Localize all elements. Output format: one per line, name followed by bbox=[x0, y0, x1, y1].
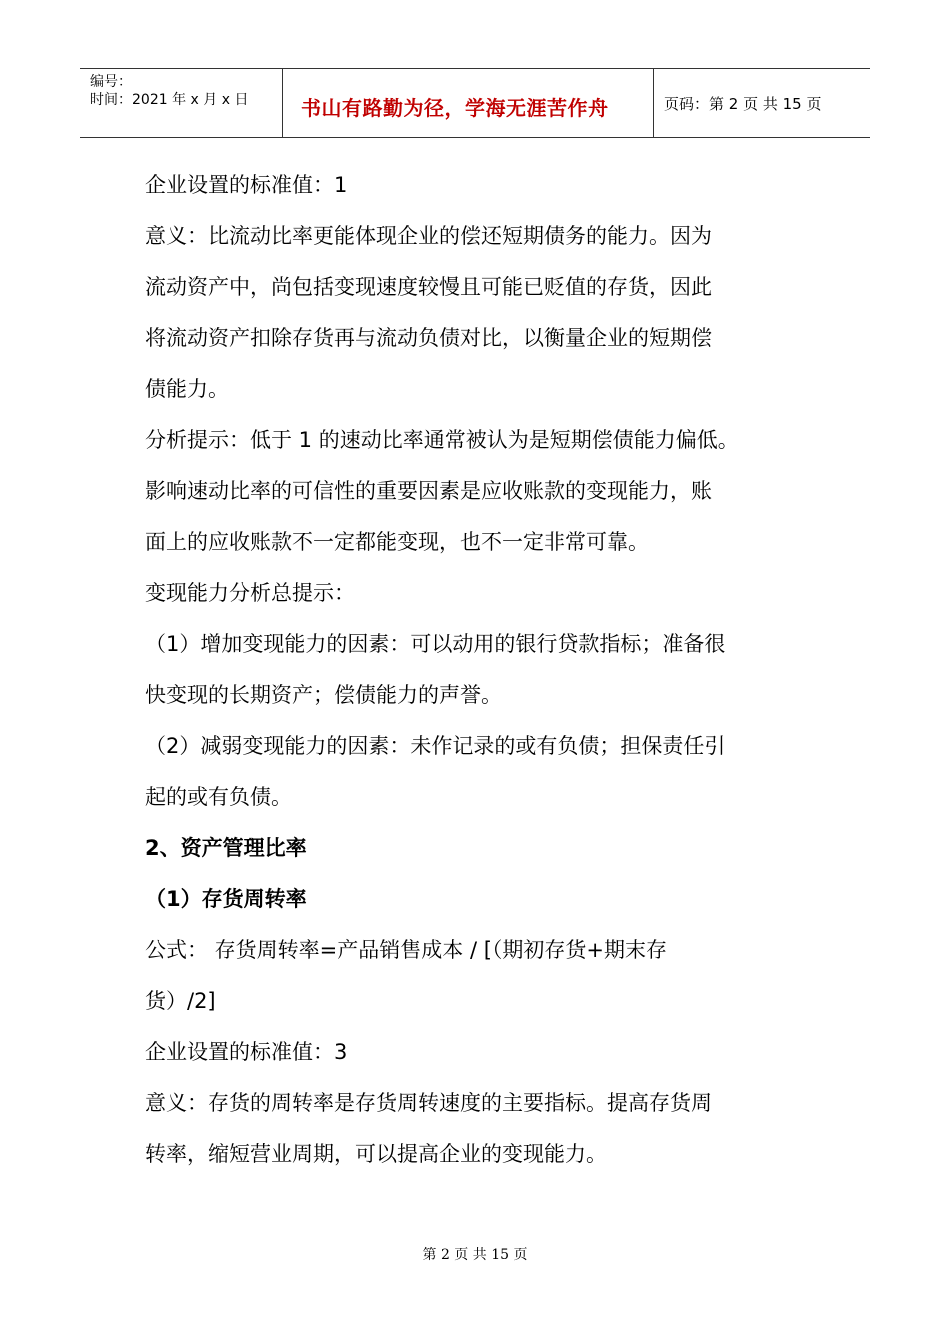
document-number-label: 编号： bbox=[90, 74, 132, 90]
body-line: （1）增加变现能力的因素：可以动用的银行贷款指标；准备很 bbox=[145, 632, 726, 656]
body-line: 转率，缩短营业周期，可以提高企业的变现能力。 bbox=[145, 1142, 607, 1166]
body-line: 企业设置的标准值：3 bbox=[145, 1040, 348, 1064]
header-meta-cell bbox=[80, 69, 283, 137]
body-line: 分析提示：低于 1 的速动比率通常被认为是短期偿债能力偏低。 bbox=[145, 428, 739, 452]
body-line: 起的或有负债。 bbox=[145, 785, 292, 809]
page-footer: 第 2 页 共 15 页 bbox=[422, 1247, 528, 1263]
header-page-info: 页码：第 2 页 共 15 页 bbox=[664, 95, 822, 113]
body-line: 流动资产中，尚包括变现速度较慢且可能已贬值的存货，因此 bbox=[145, 275, 712, 299]
body-line: 意义：存货的周转率是存货周转速度的主要指标。提高存货周 bbox=[145, 1091, 712, 1115]
header-motto-cell bbox=[283, 69, 654, 137]
formula-line: 公式： 存货周转率=产品销售成本 / [（期初存货+期末存 bbox=[145, 938, 667, 962]
document-time-label: 时间：2021 年 x 月 x 日 bbox=[90, 92, 249, 108]
body-line: 影响速动比率的可信性的重要因素是应收账款的变现能力，账 bbox=[145, 479, 712, 503]
section-heading: 2、资产管理比率 bbox=[145, 836, 307, 860]
document-body bbox=[145, 160, 815, 1180]
formula-line: 货）/2] bbox=[145, 989, 216, 1013]
header-motto: 书山有路勤为径，学海无涯苦作舟 bbox=[301, 96, 609, 120]
body-line: 企业设置的标准值：1 bbox=[145, 173, 348, 197]
body-line: 意义：比流动比率更能体现企业的偿还短期债务的能力。因为 bbox=[145, 224, 712, 248]
body-line: 将流动资产扣除存货再与流动负债对比，以衡量企业的短期偿 bbox=[145, 326, 712, 350]
page-header bbox=[80, 68, 870, 138]
header-page-cell bbox=[654, 69, 870, 137]
body-line: 债能力。 bbox=[145, 377, 229, 401]
body-line: 快变现的长期资产；偿债能力的声誉。 bbox=[145, 683, 502, 707]
body-line: 面上的应收账款不一定都能变现，也不一定非常可靠。 bbox=[145, 530, 649, 554]
body-line: 变现能力分析总提示： bbox=[145, 581, 355, 605]
subsection-heading: （1）存货周转率 bbox=[145, 887, 307, 911]
body-line: （2）减弱变现能力的因素：未作记录的或有负债；担保责任引 bbox=[145, 734, 726, 758]
